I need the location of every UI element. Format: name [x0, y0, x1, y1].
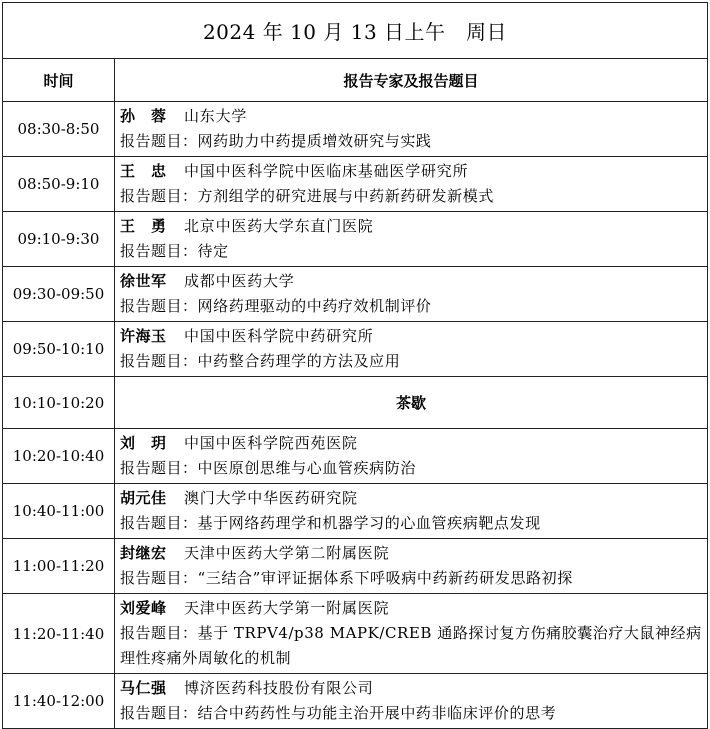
schedule-table: [2, 2, 708, 729]
table-row: [3, 157, 708, 212]
header-time: 时间: [3, 59, 115, 102]
table-row: [3, 674, 708, 729]
topic-line: [120, 621, 707, 671]
topic: 中医原创思维与心血管疾病防治: [197, 459, 416, 477]
table-row: [3, 484, 708, 539]
topic-line: [120, 349, 707, 374]
table-row: [3, 212, 708, 267]
institution: 北京中医药大学东直门医院: [184, 217, 374, 235]
topic-label: 报告题目：: [120, 187, 198, 205]
table-row: [3, 539, 708, 594]
title-row: [3, 3, 708, 59]
talk-cell: [115, 322, 708, 377]
time-slot: 09:10-9:30: [3, 212, 115, 267]
speaker-line: [120, 676, 707, 701]
speaker-line: [120, 214, 707, 239]
topic: 待定: [197, 242, 229, 260]
topic-label: 报告题目：: [120, 352, 198, 370]
talk-cell: [115, 429, 708, 484]
table-row: [3, 322, 708, 377]
institution: 山东大学: [184, 107, 248, 125]
institution: 天津中医药大学第二附属医院: [184, 544, 390, 562]
institution: 中国中医科学院中药研究所: [184, 327, 374, 345]
topic-label: 报告题目：: [120, 242, 198, 260]
institution: 博济医药科技股份有限公司: [184, 679, 374, 697]
speaker-line: [120, 159, 707, 184]
table-row: [3, 429, 708, 484]
table-row: [3, 102, 708, 157]
time-slot: 09:30-09:50: [3, 267, 115, 322]
speaker-line: [120, 486, 707, 511]
topic: 方剂组学的研究进展与中药新药研发新模式: [197, 187, 494, 205]
speaker-line: [120, 324, 707, 349]
topic-line: [120, 184, 707, 209]
speaker-line: [120, 431, 707, 456]
institution: 成都中医药大学: [184, 272, 295, 290]
topic-label: 报告题目：: [120, 459, 198, 477]
time-slot: 10:40-11:00: [3, 484, 115, 539]
speaker-name: 许海玉: [120, 327, 167, 345]
break-label: 茶歇: [115, 377, 708, 429]
topic-line: [120, 511, 707, 536]
talk-cell: [115, 539, 708, 594]
speaker-name: 王 勇: [120, 217, 167, 235]
speaker-name: 徐世军: [120, 272, 167, 290]
topic-line: [120, 129, 707, 154]
speaker-line: [120, 596, 707, 621]
topic: 基于网络药理学和机器学习的心血管疾病靶点发现: [197, 514, 541, 532]
topic-label: 报告题目：: [120, 704, 198, 722]
topic: 网药助力中药提质增效研究与实践: [197, 132, 432, 150]
topic-line: [120, 294, 707, 319]
talk-cell: [115, 267, 708, 322]
topic-label: 报告题目：: [120, 514, 198, 532]
topic-label: 报告题目：: [120, 297, 198, 315]
header-row: [3, 59, 708, 102]
topic: “三结合”审评证据体系下呼吸病中药新药研发思路初探: [197, 569, 573, 587]
header-content: 报告专家及报告题目: [115, 59, 708, 102]
talk-cell: [115, 102, 708, 157]
topic: 中药整合药理学的方法及应用: [197, 352, 401, 370]
speaker-name: 马仁强: [120, 679, 167, 697]
institution: 澳门大学中华医药研究院: [184, 489, 358, 507]
time-slot: 11:40-12:00: [3, 674, 115, 729]
speaker-name: 胡元佳: [120, 489, 167, 507]
table-row: [3, 267, 708, 322]
topic-line: [120, 456, 707, 481]
speaker-line: [120, 269, 707, 294]
time-slot: 10:20-10:40: [3, 429, 115, 484]
time-slot: 11:20-11:40: [3, 594, 115, 674]
talk-cell: [115, 594, 708, 674]
talk-cell: [115, 212, 708, 267]
speaker-name: 封继宏: [120, 544, 167, 562]
institution: 中国中医科学院中医临床基础医学研究所: [184, 162, 469, 180]
institution: 中国中医科学院西苑医院: [184, 434, 358, 452]
topic-label: 报告题目：: [120, 132, 198, 150]
time-slot: 08:30-8:50: [3, 102, 115, 157]
topic-label: 报告题目：: [120, 569, 198, 587]
break-time: 10:10-10:20: [3, 377, 115, 429]
speaker-name: 刘爱峰: [120, 599, 167, 617]
topic-line: [120, 701, 707, 726]
talk-cell: [115, 674, 708, 729]
talk-cell: [115, 157, 708, 212]
time-slot: 08:50-9:10: [3, 157, 115, 212]
time-slot: 11:00-11:20: [3, 539, 115, 594]
topic: 网络药理驱动的中药疗效机制评价: [197, 297, 432, 315]
speaker-name: 刘 玥: [120, 434, 167, 452]
speaker-name: 王 忠: [120, 162, 167, 180]
talk-cell: [115, 484, 708, 539]
topic-line: [120, 239, 707, 264]
topic-line: [120, 566, 707, 591]
institution: 天津中医药大学第一附属医院: [184, 599, 390, 617]
topic: 基于 TRPV4/p38 MAPK/CREB 通路探讨复方伤痛胶囊治疗大鼠神经病理性疼痛外周敏化的机制: [120, 624, 702, 667]
topic-label: 报告题目：: [120, 624, 198, 642]
speaker-line: [120, 541, 707, 566]
speaker-name: 孙 蓉: [120, 107, 167, 125]
time-slot: 09:50-10:10: [3, 322, 115, 377]
topic: 结合中药药性与功能主治开展中药非临床评价的思考: [197, 704, 557, 722]
page-title: 2024 年 10 月 13 日上午 周日: [3, 3, 708, 59]
break-row: [3, 377, 708, 429]
table-row: [3, 594, 708, 674]
speaker-line: [120, 104, 707, 129]
